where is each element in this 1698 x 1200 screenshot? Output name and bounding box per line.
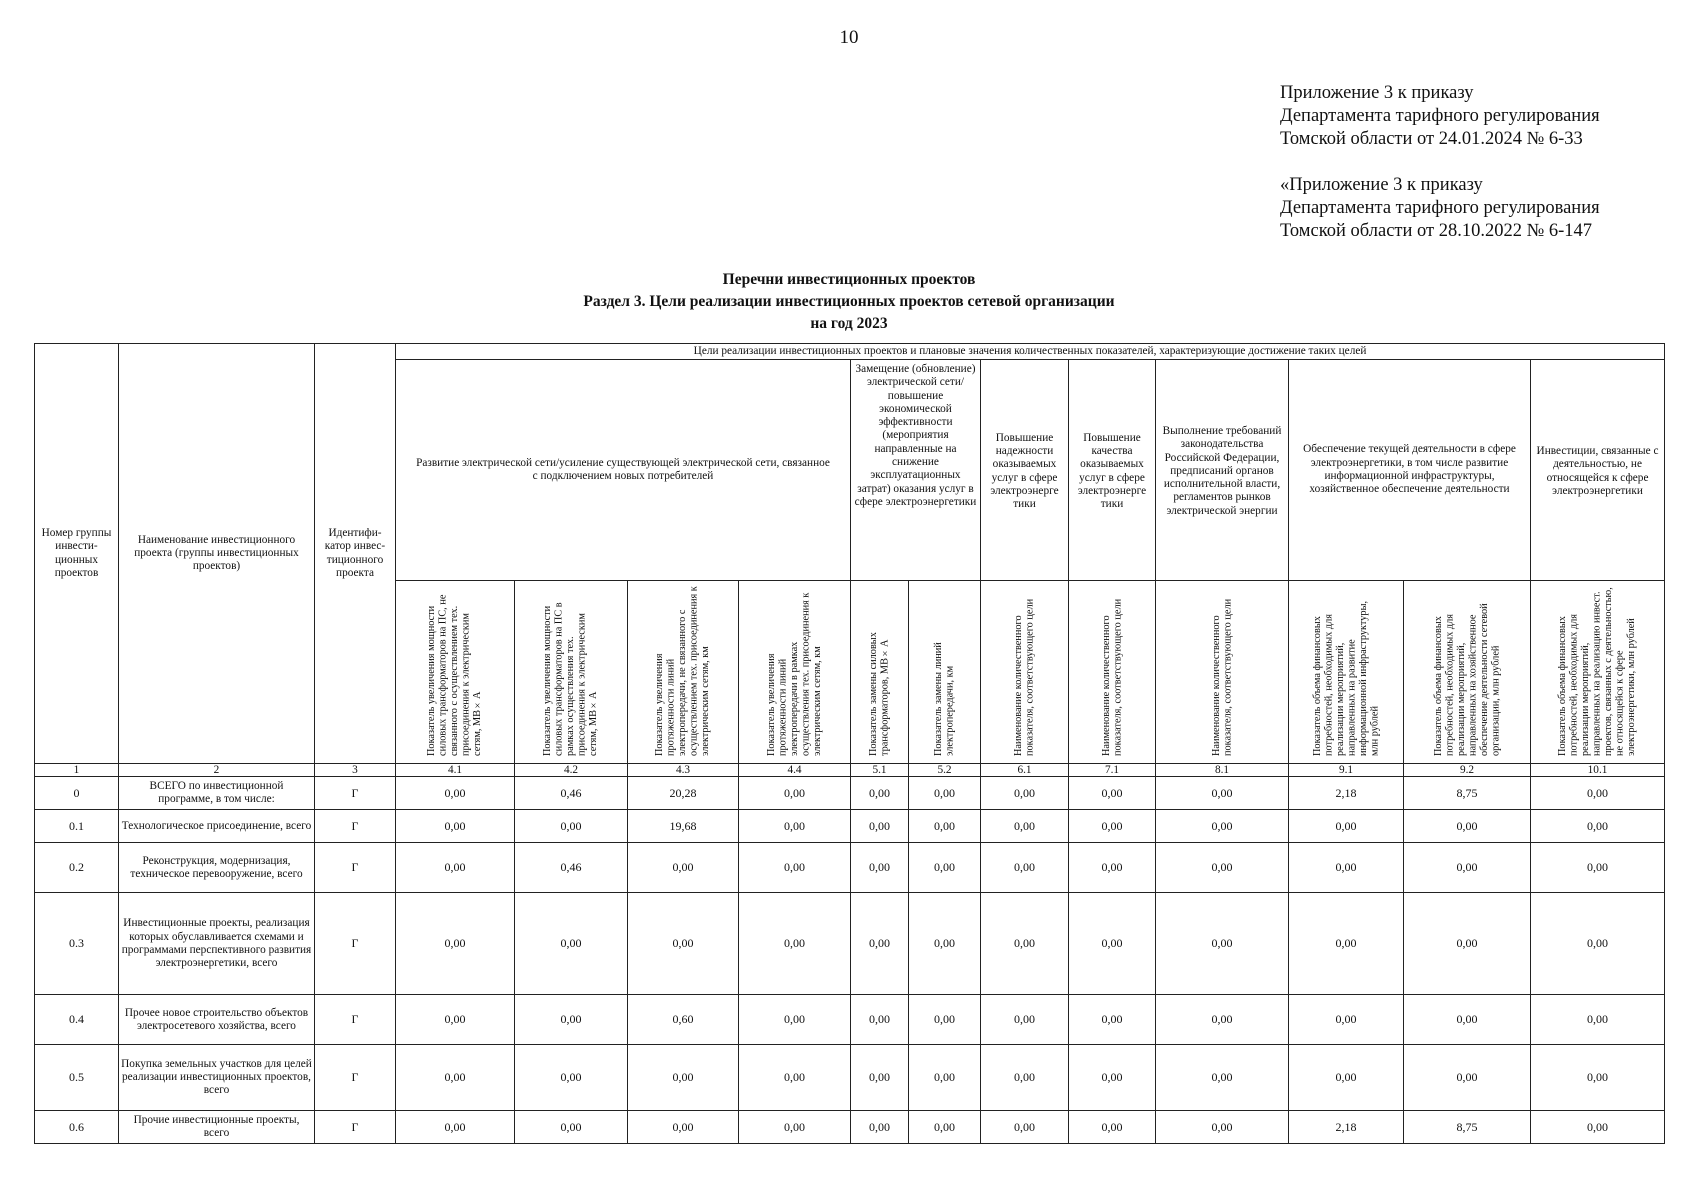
column-number: 9.1 [1289, 764, 1404, 777]
indicator-5-1: Показатель замены силовых трансформаторов, МВ×А [851, 581, 909, 764]
row-value: 0,00 [1404, 810, 1531, 843]
row-value: 0,00 [1289, 1045, 1404, 1111]
row-value: 0,00 [396, 1045, 515, 1111]
table-row [35, 995, 1665, 1045]
appendix-current-line2: Департамента тарифного регулирования [1280, 106, 1600, 126]
table-row [35, 777, 1665, 810]
investment-goals-table [34, 343, 1665, 1144]
row-value: 0,00 [628, 1111, 739, 1144]
row-value: 0,00 [1069, 810, 1156, 843]
row-identifier: Г [315, 843, 396, 893]
row-project-name: Технологическое присоединение, всего [119, 810, 315, 843]
row-value: 0,00 [515, 995, 628, 1045]
indicator-7-1: Наименование количественного показателя, соответствующего цели [1069, 581, 1156, 764]
row-value: 0,00 [396, 893, 515, 995]
row-value: 0,00 [851, 995, 909, 1045]
row-identifier: Г [315, 995, 396, 1045]
row-value: 0,00 [739, 1111, 851, 1144]
row-value: 0,00 [1156, 810, 1289, 843]
column-number: 9.2 [1404, 764, 1531, 777]
header-group-number: Номер группы инвести-ционных проектов [35, 344, 119, 764]
row-value: 0,00 [1069, 843, 1156, 893]
row-value: 0,00 [851, 810, 909, 843]
indicator-6-1: Наименование количественного показателя, соответствующего цели [981, 581, 1069, 764]
goal-current-activity: Обеспечение текущей деятельности в сфере электроэнергетики, в том числе развитие информационной инфраструктуры, хозяйственное обеспечение деятельности [1289, 360, 1531, 581]
row-group-number: 0.6 [35, 1111, 119, 1144]
indicator-8-1: Наименование количественного показателя, соответствующего цели [1156, 581, 1289, 764]
row-value: 0,00 [851, 843, 909, 893]
row-value: 0,00 [739, 843, 851, 893]
row-identifier: Г [315, 1111, 396, 1144]
indicator-4-1: Показатель увеличения мощности силовых трансформаторов на ПС, не связанного с осуществлением тех. присоединения к электрическим сетям, МВ×А [396, 581, 515, 764]
row-value: 0,00 [851, 1111, 909, 1144]
row-project-name: Реконструкция, модернизация, техническое перевооружение, всего [119, 843, 315, 893]
row-value: 0,00 [1289, 810, 1404, 843]
row-value: 0,00 [396, 995, 515, 1045]
row-value: 0,00 [909, 1111, 981, 1144]
row-value: 0,00 [1156, 1045, 1289, 1111]
row-value: 0,00 [851, 893, 909, 995]
row-value: 0,00 [1156, 777, 1289, 810]
page-number: 10 [839, 27, 859, 48]
row-value: 0,00 [1531, 777, 1665, 810]
row-value: 0,00 [909, 1045, 981, 1111]
row-value: 0,00 [396, 843, 515, 893]
row-value: 0,00 [981, 1111, 1069, 1144]
row-value: 0,00 [1531, 843, 1665, 893]
row-value: 0,00 [1531, 893, 1665, 995]
row-value: 0,00 [981, 1045, 1069, 1111]
column-number: 2 [119, 764, 315, 777]
row-value: 0,00 [851, 1045, 909, 1111]
row-value: 0,00 [739, 777, 851, 810]
row-group-number: 0.2 [35, 843, 119, 893]
row-value: 8,75 [1404, 1111, 1531, 1144]
title-line1: Перечни инвестиционных проектов [722, 271, 976, 288]
row-value: 0,00 [1289, 893, 1404, 995]
table-row [35, 1045, 1665, 1111]
title-line3: на год 2023 [810, 315, 888, 332]
row-value: 0,00 [1404, 893, 1531, 995]
column-number: 5.2 [909, 764, 981, 777]
header-identifier: Идентифи-катор инвес-тиционного проекта [315, 344, 396, 764]
row-value: 0,00 [1069, 995, 1156, 1045]
row-value: 0,00 [739, 893, 851, 995]
row-value: 0,00 [1156, 893, 1289, 995]
row-identifier: Г [315, 893, 396, 995]
row-value: 0,00 [1531, 1045, 1665, 1111]
indicator-4-4: Показатель увеличения протяженности линий электропередачи в рамках осуществления тех. присоединения к электрическим сетям, км [739, 581, 851, 764]
row-group-number: 0.3 [35, 893, 119, 995]
row-value: 0,00 [909, 843, 981, 893]
goal-replacement: Замещение (обновление) электрической сети/повышение экономической эффективности (мероприятия направленные на снижение эксплуатационных затрат) оказания услуг в сфере электроэнергетики [851, 360, 981, 581]
goal-non-energy-investment: Инвестиции, связанные с деятельностью, не относящейся к сфере электроэнергетики [1531, 360, 1665, 581]
indicator-10-1: Показатель объема финансовых потребностей, необходимых для реализации мероприятий, направленных на реализацию инвест. проектов, связанных с деятельностью, не относящейся к сфере электроэнергетики, млн рублей [1531, 581, 1665, 764]
row-value: 0,00 [396, 777, 515, 810]
row-value: 0,00 [1531, 995, 1665, 1045]
appendix-current-line3: Томской области от 24.01.2024 № 6-33 [1280, 129, 1583, 149]
row-value: 0,00 [739, 1045, 851, 1111]
row-value: 0,00 [628, 843, 739, 893]
row-value: 0,46 [515, 777, 628, 810]
row-value: 0,00 [909, 810, 981, 843]
title-line2: Раздел 3. Цели реализации инвестиционных проектов сетевой организации [583, 293, 1115, 310]
row-value: 0,00 [909, 995, 981, 1045]
row-value: 0,00 [396, 1111, 515, 1144]
row-group-number: 0.1 [35, 810, 119, 843]
column-number: 10.1 [1531, 764, 1665, 777]
row-value: 0,00 [1404, 843, 1531, 893]
indicator-9-1: Показатель объема финансовых потребностей, необходимых для реализации мероприятий, направленных на развитие информационной инфраструктуры, млн рублей [1289, 581, 1404, 764]
row-group-number: 0.4 [35, 995, 119, 1045]
row-project-name: Прочее новое строительство объектов электросетевого хозяйства, всего [119, 995, 315, 1045]
row-project-name: Прочие инвестиционные проекты, всего [119, 1111, 315, 1144]
row-identifier: Г [315, 1045, 396, 1111]
row-value: 0,00 [981, 777, 1069, 810]
row-value: 0,00 [1289, 995, 1404, 1045]
appendix-previous [1280, 174, 1600, 243]
row-project-name: Покупка земельных участков для целей реализации инвестиционных проектов, всего [119, 1045, 315, 1111]
row-group-number: 0.5 [35, 1045, 119, 1111]
column-number: 4.1 [396, 764, 515, 777]
row-group-number: 0 [35, 777, 119, 810]
row-value: 0,00 [515, 1045, 628, 1111]
row-project-name: ВСЕГО по инвестиционной программе, в том числе: [119, 777, 315, 810]
goal-reliability: Повышение надежности оказываемых услуг в сфере электроэнерге тики [981, 360, 1069, 581]
appendix-previous-line3: Томской области от 28.10.2022 № 6-147 [1280, 221, 1593, 241]
appendix-current [1280, 82, 1600, 151]
column-numbers-row [35, 764, 1665, 777]
column-number: 8.1 [1156, 764, 1289, 777]
row-value: 0,00 [1404, 1045, 1531, 1111]
column-number: 4.3 [628, 764, 739, 777]
row-project-name: Инвестиционные проекты, реализация которых обуславливается схемами и программами перспективного развития электроэнергетики, всего [119, 893, 315, 995]
row-value: 19,68 [628, 810, 739, 843]
appendix-previous-line1: «Приложение 3 к приказу [1280, 175, 1483, 195]
row-value: 0,00 [628, 1045, 739, 1111]
row-value: 0,00 [396, 810, 515, 843]
row-identifier: Г [315, 777, 396, 810]
column-number: 5.1 [851, 764, 909, 777]
row-value: 2,18 [1289, 777, 1404, 810]
row-value: 0,00 [1069, 893, 1156, 995]
row-value: 0,00 [515, 1111, 628, 1144]
row-value: 0,00 [628, 893, 739, 995]
indicator-9-2: Показатель объема финансовых потребностей, необходимых для реализации мероприятий, направленных на хозяйственное обеспечение деятельности сетевой организации, млн рублей [1404, 581, 1531, 764]
column-number: 4.4 [739, 764, 851, 777]
appendix-current-line1: Приложение 3 к приказу [1280, 83, 1474, 103]
indicator-4-3: Показатель увеличения протяженности линий электропередачи, не связанного с осуществлением тех. присоединения к электрическим сетям, км [628, 581, 739, 764]
row-value: 0,00 [981, 810, 1069, 843]
row-value: 0,00 [909, 893, 981, 995]
header-project-name: Наименование инвестиционного проекта (группы инвестиционных проектов) [119, 344, 315, 764]
row-value: 0,00 [1156, 995, 1289, 1045]
row-value: 0,00 [739, 810, 851, 843]
goal-network-development: Развитие электрической сети/усиление существующей электрической сети, связанное с подключением новых потребителей [396, 360, 851, 581]
column-number: 3 [315, 764, 396, 777]
row-value: 20,28 [628, 777, 739, 810]
row-value: 0,00 [981, 843, 1069, 893]
column-number: 6.1 [981, 764, 1069, 777]
goal-quality: Повышение качества оказываемых услуг в сфере электроэнерге тики [1069, 360, 1156, 581]
row-value: 0,00 [851, 777, 909, 810]
row-value: 0,00 [1404, 995, 1531, 1045]
row-value: 0,60 [628, 995, 739, 1045]
row-value: 0,00 [1069, 1045, 1156, 1111]
indicator-5-2: Показатель замены линий электропередачи, км [909, 581, 981, 764]
row-value: 0,00 [1531, 1111, 1665, 1144]
row-value: 0,00 [1069, 777, 1156, 810]
table-row [35, 893, 1665, 995]
row-value: 2,18 [1289, 1111, 1404, 1144]
goal-legal-requirements: Выполнение требований законодательства Российской Федерации, предписаний органов исполнительной власти, регламентов рынков электрической энергии [1156, 360, 1289, 581]
column-number: 7.1 [1069, 764, 1156, 777]
row-value: 0,00 [1289, 843, 1404, 893]
row-value: 0,00 [515, 893, 628, 995]
row-value: 0,00 [981, 995, 1069, 1045]
indicator-4-2: Показатель увеличения мощности силовых трансформаторов на ПС в рамках осуществления тех. присоединения к электрическим сетям, МВ×А [515, 581, 628, 764]
column-number: 4.2 [515, 764, 628, 777]
row-value: 0,46 [515, 843, 628, 893]
header-goals: Цели реализации инвестиционных проектов и плановые значения количественных показателей, характеризующие достижение таких целей [396, 344, 1665, 360]
row-value: 0,00 [1069, 1111, 1156, 1144]
column-number: 1 [35, 764, 119, 777]
row-identifier: Г [315, 810, 396, 843]
table-row [35, 1111, 1665, 1144]
row-value: 0,00 [739, 995, 851, 1045]
table-row [35, 843, 1665, 893]
row-value: 0,00 [515, 810, 628, 843]
row-value: 0,00 [1156, 843, 1289, 893]
table-row [35, 810, 1665, 843]
row-value: 0,00 [1156, 1111, 1289, 1144]
goals-header-row [35, 344, 1665, 360]
row-value: 0,00 [1531, 810, 1665, 843]
row-value: 0,00 [909, 777, 981, 810]
document-title [0, 269, 1698, 335]
row-value: 8,75 [1404, 777, 1531, 810]
appendix-previous-line2: Департамента тарифного регулирования [1280, 198, 1600, 218]
row-value: 0,00 [981, 893, 1069, 995]
